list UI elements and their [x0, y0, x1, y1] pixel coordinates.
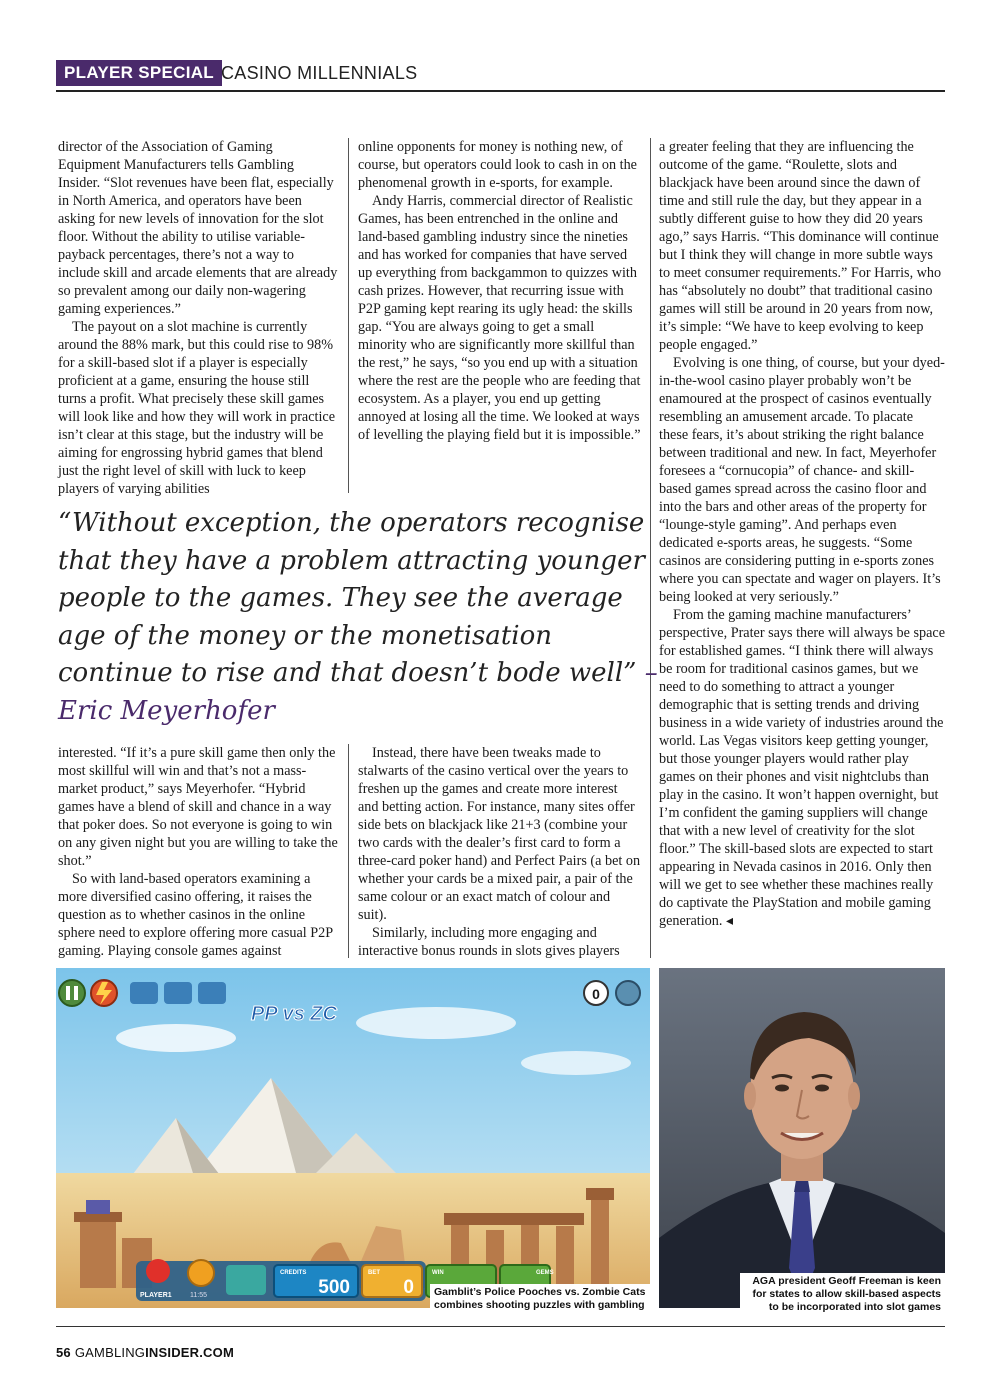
credits-value: 500: [318, 1277, 350, 1298]
game-scene: [56, 968, 650, 1308]
paragraph: Instead, there have been tweaks made to stalwarts of the casino vertical over the years to freshen up the games and create more interest and betting action. For instance, many sites offer side bets on blackjack like 21+3 (combine your two cards with the dealer’s first card to form a three-card poker hand) and Perfect Pairs (a bet on whether your cards be a mixed pair, a pair of the same colour or an exact match of colour and suit).: [358, 745, 641, 923]
column-1-top: [58, 138, 338, 498]
section-tag: PLAYER SPECIAL: [56, 60, 222, 86]
section-title: CASINO MILLENNIALS: [221, 63, 418, 83]
win-label: WIN: [432, 1270, 444, 1276]
column-divider: [348, 744, 349, 958]
paragraph: Similarly, including more engaging and interactive bonus rounds in slots gives players: [358, 925, 620, 959]
paragraph: director of the Association of Gaming Equipment Manufacturers tells Gambling Insider. “Slot revenues have been flat, especially in North America, and operators have been asking for new levels of innovation for the slot floor. Without the ability to utilise variable-payback percentages, there’s not a way to include skill and arcade elements that are already so prevalent among our daily non-wagering gaming experiences.”: [58, 139, 338, 317]
paragraph: interested. “If it’s a pure skill game then only the most skillful will win and that’s not a mass-market product,” says Meyerhofer. “Hybrid games have a blend of skill and chance in a way that poker does. So not everyone is going to win on any given night but you are willing to take the shot.”: [58, 745, 338, 869]
pull-quote-text: “Without exception, the operators recognise that they have a problem attracting younger people to the games. They see the average age of the money or the monetisation continue to rise and that doesn’t bode well”: [58, 508, 645, 688]
game-time: 11:55: [190, 1292, 207, 1299]
gems-label: GEMS: [536, 1270, 554, 1276]
bet-value: 0: [403, 1277, 414, 1298]
paragraph: Andy Harris, commercial director of Realistic Games, has been entrenched in the online and land-based gambling industry since the nineties and has worked for companies that have served up everything from backgammon to quizzes with cash prizes. However, that recurring issue with P2P gaming kept rearing its ugly head: the skills gap. “You are always going to get a small minority who are significantly more skillful than the rest,” he says, “so you end up with a situation where the rest are the people who are feeding that ecosystem. As a player, you end up getting annoyed at losing all the time. We looked at ways of levelling the playing field but it is impossible.”: [358, 193, 641, 443]
page-footer: [56, 1345, 234, 1360]
photo-caption: AGA president Geoff Freeman is keen for states to allow skill-based aspects to be incorporated into slot games: [740, 1273, 945, 1316]
pull-quote-attribution: – Eric Meyerhofer: [58, 658, 658, 726]
column-2-bottom: [358, 744, 641, 960]
portrait-illustration: [659, 968, 945, 1308]
game-caption: Gamblit’s Police Pooches vs. Zombie Cats combines shooting puzzles with gambling: [430, 1284, 658, 1314]
column-3: [659, 138, 945, 930]
paragraph: a greater feeling that they are influencing the outcome of the game. “Roulette, slots and blackjack have been around since the dawn of time and still rule the day, but they appear in a subtly different guise to how they did 20 years ago,” says Harris. “This dominance will continue but I think they will change in more subtle ways to meet consumer requirements.” For Harris, who has “absolutely no doubt” that traditional casino games will still be around in 20 years from now, it’s simple: “We have to keep evolving to keep people engaged.”: [659, 139, 942, 353]
paragraph: online opponents for money is nothing new, of course, but operators could look to cash in on the phenomenal growth in e-sports, for example.: [358, 139, 637, 191]
page-number: 56: [56, 1345, 71, 1360]
portrait-photo: [659, 968, 945, 1308]
magazine-name-part1: GAMBLING: [74, 1345, 146, 1360]
page-header: [56, 58, 945, 92]
bet-label: BET: [368, 1270, 380, 1276]
paragraph: Evolving is one thing, of course, but your dyed-in-the-wool casino player probably won’t be enamoured at the prospect of casinos eventually resembling an amusement arcade. To placate these fears, it’s about striking the right balance between traditional and new. In fact, Meyerhofer foresees a “cornucopia” of chance- and skill-based games spread across the casino floor and into the bars and other areas of the property for “lounge-style gaming”. And perhaps even dedicated e-sports areas, he suggests. “Some casinos are considering putting in e-sports zones where you can spectate and wager on players. It’s being looked at very seriously.”: [659, 355, 945, 605]
pull-quote: [58, 505, 658, 730]
game-logo: PP vs ZC: [251, 1003, 337, 1025]
magazine-name-part3: .COM: [199, 1345, 234, 1360]
game-screenshot: [56, 968, 650, 1308]
column-1-bottom: [58, 744, 338, 960]
magazine-name-part2: INSIDER: [145, 1345, 200, 1360]
column-divider: [348, 138, 349, 493]
credits-label: CREDITS: [280, 1270, 307, 1276]
paragraph: So with land-based operators examining a more diversified casino offering, it raises the question as to whether casinos in the online sphere need to explore offering more casual P2P gaming. Playing console games against: [58, 871, 333, 959]
player-label: PLAYER1: [140, 1292, 172, 1299]
footer-rule: [56, 1326, 945, 1327]
game-score: 0: [592, 986, 600, 1002]
column-2-top: [358, 138, 641, 444]
paragraph: The payout on a slot machine is currently around the 88% mark, but this could rise to 98% for a skill-based slot if a player is especially proficient at a game, ensuring the house still turns a profit. What precisely these skill games will look like and how they will work in practice isn’t clear at this stage, but the industry will be aiming for engrossing hybrid games that blend just the right level of skill with luck to keep players of varying abilities: [58, 319, 335, 497]
paragraph: From the gaming machine manufacturers’ perspective, Prater says there will always be space for established games. “I think there will always be room for traditional casinos games, but we need to do something to attract a younger demographic that is setting trends and driving business in a wide variety of industries around the world. Las Vegas visitors keep getting younger, but those younger players would rather play games on their phones and visit nightclubs than play in the casino. It won’t happen overnight, but I’m confident the gaming suppliers will change that with a new level of creativity for the slot floor.” The skill-based slots are expected to start appearing in Nevada casinos in 2016. Only then will we get to see whether these machines really do captivate the PlayStation and mobile gaming generation. ◂: [659, 607, 946, 929]
